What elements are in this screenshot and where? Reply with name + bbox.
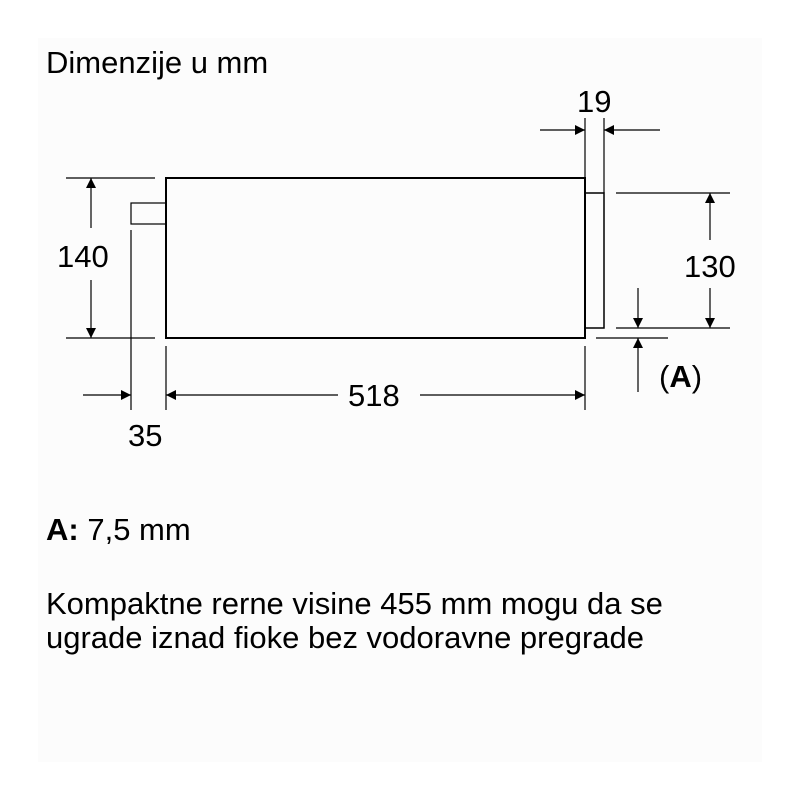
front-panel [585, 193, 604, 328]
appliance-body [166, 178, 585, 338]
description-line-2: ugrade iznad fioke bez vodoravne pregrade [46, 620, 645, 655]
page-title: Dimenzije u mm [46, 45, 269, 80]
dim-19-label: 19 [577, 84, 612, 119]
note-a [46, 514, 191, 545]
note-label: A: [46, 512, 79, 547]
dim-a-label: (A) [659, 359, 703, 394]
dim-518-label: 518 [348, 378, 400, 413]
dim-35-label: 35 [128, 418, 163, 453]
dim-140-label: 140 [57, 239, 109, 274]
note-value: 7,5 mm [87, 512, 191, 547]
handle [131, 203, 166, 224]
dim-130-label: 130 [684, 249, 736, 284]
description-line-1: Kompaktne rerne visine 455 mm mogu da se [46, 586, 663, 621]
